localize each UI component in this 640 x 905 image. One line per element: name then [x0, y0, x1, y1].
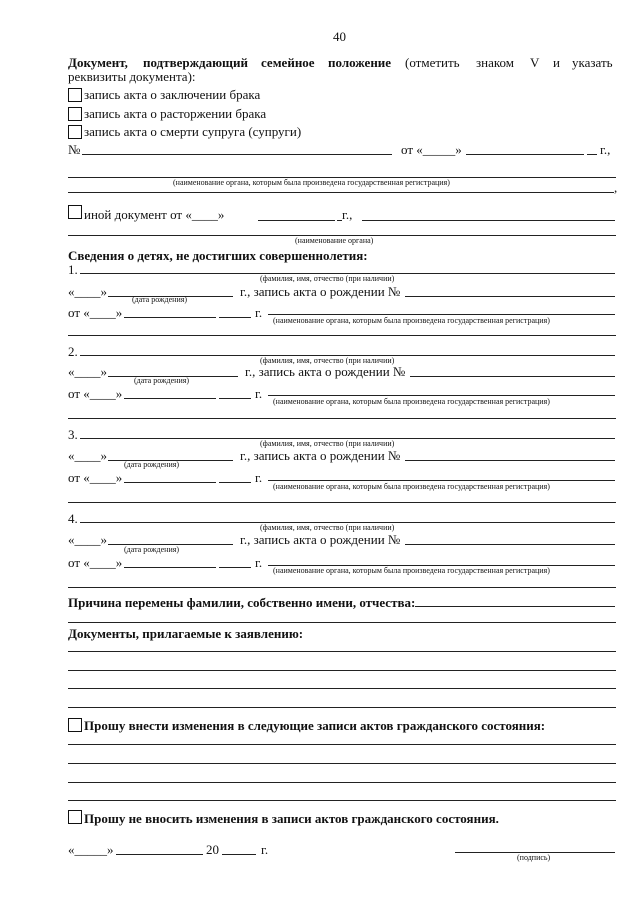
record-year-line[interactable] — [587, 154, 597, 155]
child-organ-line[interactable] — [268, 480, 615, 481]
child-number: 2. — [68, 344, 78, 359]
heading-word: V — [530, 55, 540, 70]
child-year-label: г. — [255, 305, 263, 320]
marriage-record-checkbox[interactable] — [68, 88, 82, 102]
heading-word: и — [553, 55, 560, 70]
other-document-organ-line[interactable] — [362, 220, 615, 221]
heading-word: указать — [572, 55, 613, 70]
child-birth-record-label: г., запись акта о рождении № — [245, 364, 406, 379]
request-changes-checkbox[interactable] — [68, 718, 82, 732]
signature-year-suffix: г. — [261, 842, 269, 857]
child-organ-caption: (наименование органа, которым была произведена государственная регистрация) — [273, 482, 550, 491]
other-document-date-line[interactable] — [258, 220, 335, 221]
child-organ-line[interactable] — [268, 314, 615, 315]
other-document-label: иной документ от «____» — [84, 207, 225, 222]
request-changes-line[interactable] — [68, 782, 616, 783]
heading-word: положение — [328, 55, 392, 70]
child-birth-record-number-line[interactable] — [405, 544, 615, 545]
heading-word: (отметить — [405, 55, 460, 70]
child-organ-line[interactable] — [268, 395, 615, 396]
child-organ-caption: (наименование органа, которым была произведена государственная регистрация) — [273, 316, 550, 325]
child-birth-record-number-line[interactable] — [410, 376, 615, 377]
child-fio-caption: (фамилия, имя, отчество (при наличии) — [260, 523, 395, 532]
child-record-year-line[interactable] — [219, 567, 251, 568]
registration-organ-caption: (наименование органа, которым была произведена государственная регистрация) — [173, 178, 450, 187]
attached-documents-line[interactable] — [68, 707, 616, 708]
request-changes-line[interactable] — [68, 744, 616, 745]
request-changes-label: Прошу внести изменения в следующие записи актов гражданского состояния: — [84, 718, 546, 733]
name-change-reason-line[interactable] — [415, 606, 615, 607]
child-record-date-line[interactable] — [124, 398, 216, 399]
request-changes-line[interactable] — [68, 800, 616, 801]
child-number: 3. — [68, 427, 78, 442]
child-birth-record-label: г., запись акта о рождении № — [240, 448, 401, 463]
child-birth-date-caption: (дата рождения) — [132, 295, 188, 304]
child-organ-caption: (наименование органа, которым была произведена государственная регистрация) — [273, 566, 550, 575]
registration-organ-line-2[interactable] — [68, 192, 614, 193]
attached-documents-line[interactable] — [68, 651, 616, 652]
signature-date-label: «_____» — [68, 842, 114, 857]
child-fio-caption: (фамилия, имя, отчество (при наличии) — [260, 439, 395, 448]
child-birth-quote: «____» — [68, 284, 107, 299]
child-organ-line-2[interactable] — [68, 418, 616, 419]
child-year-label: г. — [255, 555, 263, 570]
name-change-reason-label: Причина перемены фамилии, собственно имени, отчества: — [68, 595, 416, 610]
child-birth-quote: «____» — [68, 532, 107, 547]
page-number: 40 — [333, 29, 346, 44]
child-record-date-line[interactable] — [124, 317, 216, 318]
child-record-year-line[interactable] — [219, 317, 251, 318]
signature-month-line[interactable] — [116, 854, 203, 855]
record-year-suffix: г., — [600, 142, 611, 157]
child-organ-line-2[interactable] — [68, 587, 616, 588]
attached-documents-label: Документы, прилагаемые к заявлению: — [68, 626, 304, 641]
child-birth-record-number-line[interactable] — [405, 460, 615, 461]
child-birth-record-label: г., запись акта о рождении № — [240, 284, 401, 299]
signature-year-line[interactable] — [222, 854, 256, 855]
signature-year-prefix: 20 — [206, 842, 219, 857]
child-birth-quote: «____» — [68, 364, 107, 379]
heading-line-2: реквизиты документа): — [68, 69, 196, 84]
child-organ-line-2[interactable] — [68, 335, 616, 336]
child-birth-quote: «____» — [68, 448, 107, 463]
child-from-label: от «____» — [68, 470, 123, 485]
trailing-comma: , — [614, 180, 618, 195]
attached-documents-line[interactable] — [68, 688, 616, 689]
child-year-label: г. — [255, 470, 263, 485]
request-changes-line[interactable] — [68, 763, 616, 764]
heading-word: знаком — [476, 55, 514, 70]
record-date-line[interactable] — [466, 154, 584, 155]
other-document-organ-caption: (наименование органа) — [295, 236, 374, 245]
no-changes-checkbox[interactable] — [68, 810, 82, 824]
other-document-checkbox[interactable] — [68, 205, 82, 219]
marriage-record-label: запись акта о заключении брака — [84, 87, 261, 102]
child-organ-caption: (наименование органа, которым была произведена государственная регистрация) — [273, 397, 550, 406]
name-change-reason-line-2[interactable] — [68, 622, 616, 623]
child-record-year-line[interactable] — [219, 482, 251, 483]
child-organ-line-2[interactable] — [68, 502, 616, 503]
child-birth-record-number-line[interactable] — [405, 296, 615, 297]
divorce-record-label: запись акта о расторжении брака — [84, 106, 267, 121]
child-year-label: г. — [255, 386, 263, 401]
child-fio-caption: (фамилия, имя, отчество (при наличии) — [260, 356, 395, 365]
attached-documents-line[interactable] — [68, 670, 616, 671]
children-heading: Сведения о детях, не достигших совершеннолетия: — [68, 248, 368, 263]
no-changes-label: Прошу не вносить изменения в записи актов гражданского состояния. — [84, 811, 499, 826]
heading-word: подтверждающий — [143, 55, 248, 70]
signature-caption: (подпись) — [517, 853, 551, 862]
child-birth-date-caption: (дата рождения) — [124, 460, 180, 469]
death-record-checkbox[interactable] — [68, 125, 82, 139]
other-document-year: г., — [342, 207, 353, 222]
child-fio-caption: (фамилия, имя, отчество (при наличии) — [260, 274, 395, 283]
child-birth-date-caption: (дата рождения) — [124, 545, 180, 554]
heading-word: Документ, — [68, 55, 128, 70]
record-date-label: от «_____» — [401, 142, 462, 157]
child-record-date-line[interactable] — [124, 482, 216, 483]
record-number-label: № — [68, 142, 81, 157]
child-number: 1. — [68, 262, 78, 277]
child-record-year-line[interactable] — [219, 398, 251, 399]
child-birth-date-caption: (дата рождения) — [134, 376, 190, 385]
death-record-label: запись акта о смерти супруга (супруги) — [84, 124, 302, 139]
record-number-line[interactable] — [82, 154, 392, 155]
child-birth-record-label: г., запись акта о рождении № — [240, 532, 401, 547]
child-from-label: от «____» — [68, 555, 123, 570]
heading-word: семейное — [261, 55, 315, 70]
child-record-date-line[interactable] — [124, 567, 216, 568]
divorce-record-checkbox[interactable] — [68, 107, 82, 121]
child-from-label: от «____» — [68, 386, 123, 401]
child-from-label: от «____» — [68, 305, 123, 320]
child-number: 4. — [68, 511, 78, 526]
